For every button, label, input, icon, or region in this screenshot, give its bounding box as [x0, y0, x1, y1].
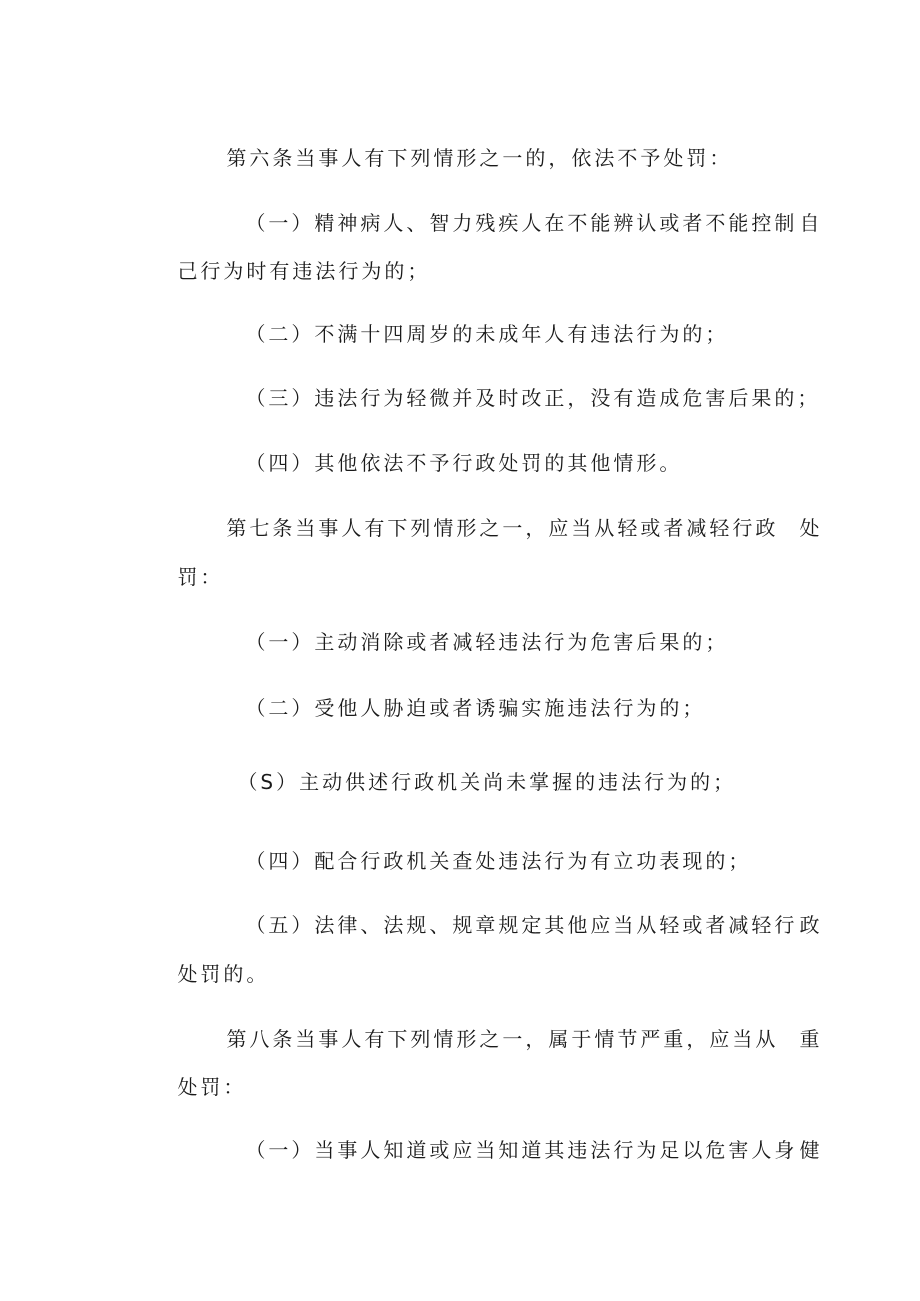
article-7-item-2-text: （二）受他人胁迫或者诱骗实施违法行为的； [245, 696, 706, 720]
article-6-item-1-cont-text: 己行为时有违法行为的； [177, 259, 431, 283]
article-7-item-5-text: （五）法律、法规、规章规定其他应当从轻或者减轻行 [245, 913, 798, 937]
article-7-item-4-text: （四）配合行政机关查处违法行为有立功表现的； [245, 849, 752, 873]
article-6-text: 第六条当事人有下列情形之一的，依法不予处罚： [226, 146, 733, 170]
article-7-heading-tail-text: 处 [799, 516, 823, 540]
article-6-item-4-text: （四）其他依法不予行政处罚的其他情形。 [245, 451, 683, 475]
article-7-item-3 [200, 740, 920, 824]
article-8-heading-tail-text: 重 [799, 1027, 823, 1051]
article-6-item-3-text: （三）违法行为轻微并及时改正，没有造成危害后果的； [245, 386, 821, 410]
article-6-item-2-text: （二）不满十四周岁的未成年人有违法行为的； [245, 322, 729, 346]
article-7-text: 第七条当事人有下列情形之一，应当从轻或者减轻行政 [226, 516, 779, 540]
article-7-item-1-text: （一）主动消除或者减轻违法行为危害后果的； [245, 630, 729, 654]
article-8-item-1-tail [762, 1108, 823, 1192]
article-6-item-1-text: （一）精神病人、智力残疾人在不能辨认或者不能控制 [245, 211, 798, 235]
article-7-item-5-tail-text: 政 [799, 913, 823, 937]
article-7-item-3-text: （S）主动供述行政机关尚未掌握的违法行为的； [237, 770, 737, 794]
article-8-text: 第八条当事人有下列情形之一，属于情节严重，应当从 [226, 1027, 779, 1051]
article-6-item-1-tail-text: 自 [799, 211, 823, 235]
article-8-heading-cont-text: 处罚： [177, 1075, 247, 1099]
article-8-item-1-tail-text: 健 [799, 1138, 823, 1162]
article-7-item-2 [208, 666, 920, 750]
article-7-heading-cont-text: 罚： [177, 565, 224, 589]
article-8-item-1-text: （一）当事人知道或应当知道其违法行为足以危害人身 [245, 1138, 798, 1162]
article-7-item-5-cont-text: 处罚的。 [177, 962, 270, 986]
